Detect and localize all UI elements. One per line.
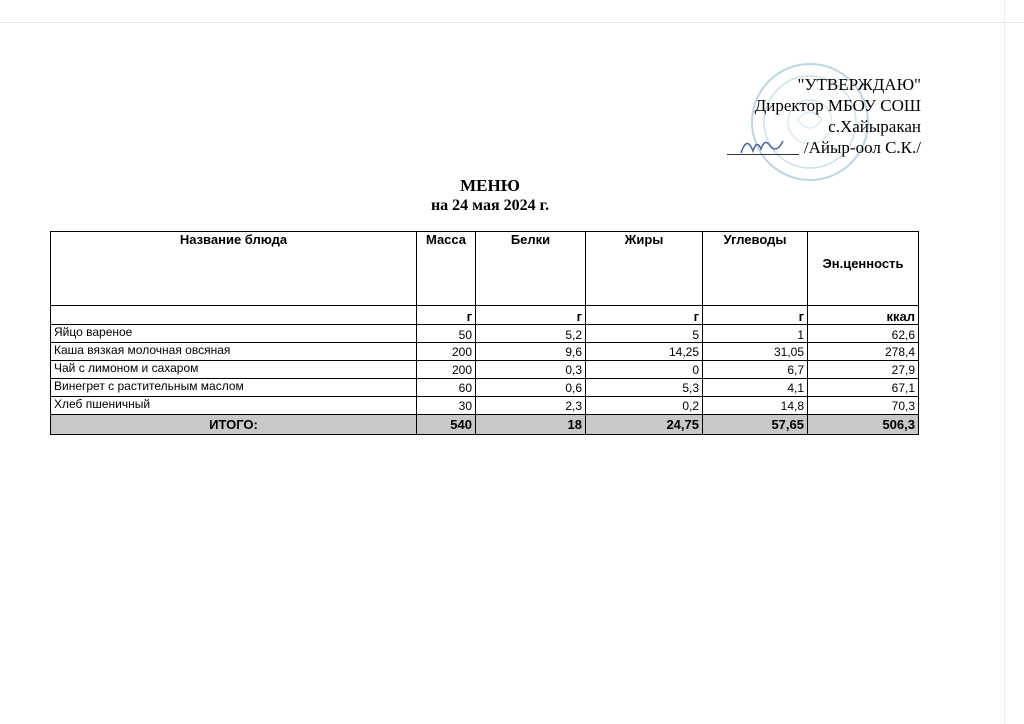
dish-name: Винегрет с растительным маслом: [51, 379, 417, 397]
approval-place: с.Хайыракан: [828, 117, 921, 136]
page-subtitle: на 24 мая 2024 г.: [430, 197, 550, 214]
dish-protein: 5,2: [476, 325, 586, 343]
dish-carbs: 6,7: [703, 361, 808, 379]
table-row: [51, 361, 919, 379]
unit-carbs: г: [703, 306, 808, 325]
units-empty-cell: [51, 306, 417, 325]
total-energy: 506,3: [808, 415, 919, 435]
dish-name: Яйцо вареное: [51, 325, 417, 343]
dish-energy: 27,9: [808, 361, 919, 379]
total-carbs: 57,65: [703, 415, 808, 435]
dish-carbs: 4,1: [703, 379, 808, 397]
table-units-row: [51, 306, 919, 325]
approval-heading: "УТВЕРЖДАЮ": [797, 75, 921, 94]
dish-fat: 0: [586, 361, 703, 379]
page-title: МЕНЮ: [460, 176, 520, 195]
total-mass: 540: [417, 415, 476, 435]
scan-edge-right: [1004, 0, 1005, 724]
dish-fat: 0,2: [586, 397, 703, 415]
unit-energy: ккал: [808, 306, 919, 325]
dish-energy: 278,4: [808, 343, 919, 361]
unit-protein: г: [476, 306, 586, 325]
scan-edge-top: [0, 22, 1024, 23]
header-carbs: Углеводы: [703, 232, 808, 306]
table-row: [51, 397, 919, 415]
dish-mass: 30: [417, 397, 476, 415]
dish-mass: 60: [417, 379, 476, 397]
menu-table: [50, 231, 919, 435]
total-label: ИТОГО:: [51, 415, 417, 435]
dish-energy: 70,3: [808, 397, 919, 415]
dish-mass: 200: [417, 361, 476, 379]
dish-carbs: 14,8: [703, 397, 808, 415]
total-row: [51, 415, 919, 435]
dish-protein: 0,6: [476, 379, 586, 397]
dish-fat: 5: [586, 325, 703, 343]
approval-position: Директор МБОУ СОШ: [754, 96, 921, 115]
dish-name: Чай с лимоном и сахаром: [51, 361, 417, 379]
header-dish-name: Название блюда: [51, 232, 417, 306]
header-protein: Белки: [476, 232, 586, 306]
dish-name: Хлеб пшеничный: [51, 397, 417, 415]
table-row: [51, 343, 919, 361]
dish-name: Каша вязкая молочная овсяная: [51, 343, 417, 361]
dish-carbs: 31,05: [703, 343, 808, 361]
dish-energy: 62,6: [808, 325, 919, 343]
approval-director-name: /Айыр-оол С.К./: [803, 138, 921, 157]
header-mass: Масса: [417, 232, 476, 306]
table-header-row: [51, 232, 919, 306]
unit-fat: г: [586, 306, 703, 325]
dish-protein: 0,3: [476, 361, 586, 379]
header-fat: Жиры: [586, 232, 703, 306]
total-fat: 24,75: [586, 415, 703, 435]
unit-mass: г: [417, 306, 476, 325]
total-protein: 18: [476, 415, 586, 435]
dish-protein: 2,3: [476, 397, 586, 415]
handwritten-signature-icon: [737, 131, 787, 159]
approval-block: [661, 74, 921, 158]
dish-protein: 9,6: [476, 343, 586, 361]
dish-mass: 200: [417, 343, 476, 361]
dish-carbs: 1: [703, 325, 808, 343]
dish-fat: 14,25: [586, 343, 703, 361]
table-row: [51, 379, 919, 397]
signature-row: [661, 137, 921, 158]
dish-fat: 5,3: [586, 379, 703, 397]
header-energy: Эн.ценность: [808, 232, 919, 306]
dish-mass: 50: [417, 325, 476, 343]
dish-energy: 67,1: [808, 379, 919, 397]
